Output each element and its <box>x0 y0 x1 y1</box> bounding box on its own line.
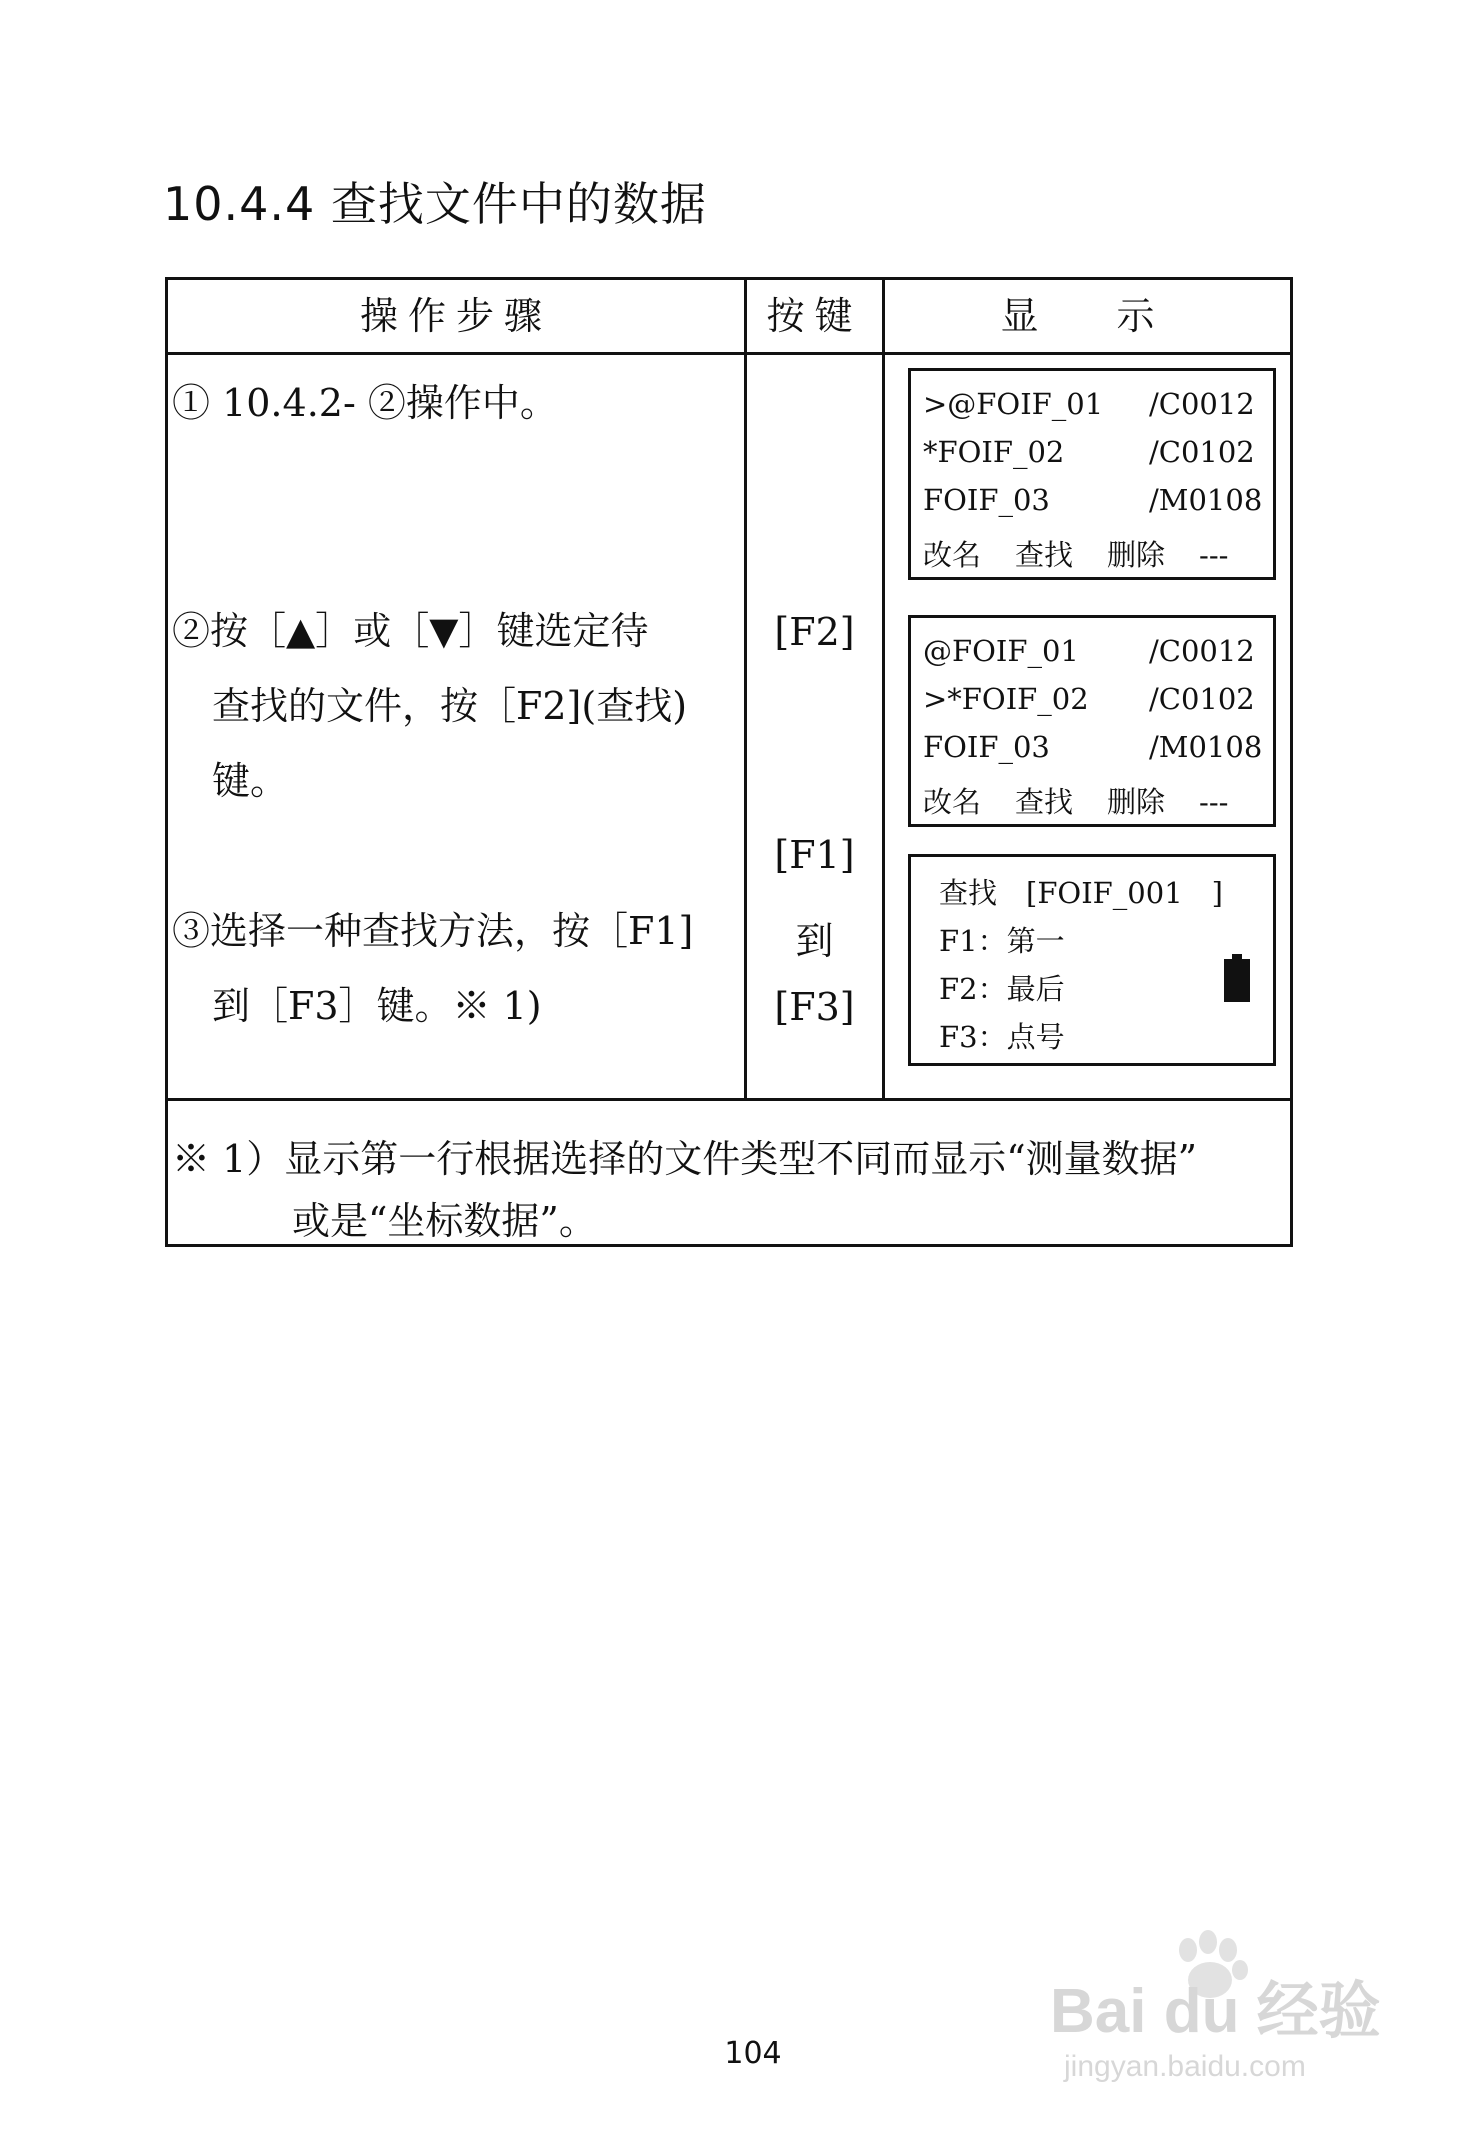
file-code: /C0012 <box>1149 634 1255 668</box>
softkey-find: 查找 <box>1015 785 1074 819</box>
file-code: /M0108 <box>1149 730 1263 764</box>
file-name: FOIF_03 <box>923 483 1050 517</box>
battery-icon <box>1224 954 1250 1002</box>
column-divider <box>744 280 747 1101</box>
step-3-key-to: 到 <box>795 919 834 963</box>
softkey-rename: 改名 <box>923 538 982 572</box>
softkey-blank: --- <box>1199 538 1229 572</box>
watermark-brand: Bai du 经验 <box>1050 1977 1381 2046</box>
softkey-menu <box>923 780 1228 821</box>
header-display: 显 示 <box>1000 294 1175 338</box>
file-name: @FOIF_01 <box>923 634 1079 668</box>
baidu-jingyan-watermark <box>1040 1920 1390 2090</box>
step-2-line-3: 键。 <box>212 759 289 803</box>
softkey-find: 查找 <box>1015 538 1074 572</box>
file-code: /C0012 <box>1149 387 1255 421</box>
section-heading: 10.4.4 查找文件中的数据 <box>163 177 707 231</box>
step-3-line-2: 到［F3］键。※ 1) <box>212 984 542 1028</box>
header-divider <box>168 352 1290 355</box>
step-3-key-f3: [F3] <box>774 985 855 1029</box>
find-title: 查找 [FOIF_001 ] <box>939 876 1223 910</box>
step-1-text: ① 10.4.2- ②操作中。 <box>172 381 558 425</box>
file-name: >*FOIF_02 <box>923 682 1089 716</box>
file-code: /M0108 <box>1149 483 1263 517</box>
step-2-key: [F2] <box>774 610 855 654</box>
display-screen-3 <box>908 854 1276 1066</box>
watermark-url: jingyan.baidu.com <box>1064 2050 1306 2083</box>
note-divider <box>168 1098 1290 1101</box>
note-line-1: ※ 1）显示第一行根据选择的文件类型不同而显示“测量数据” <box>172 1137 1198 1181</box>
column-divider <box>882 280 885 1101</box>
note-line-2: 或是“坐标数据”。 <box>292 1199 597 1243</box>
find-option-last: F2：最后 <box>939 972 1065 1006</box>
softkey-delete: 删除 <box>1107 538 1166 572</box>
find-option-point: F3：点号 <box>939 1020 1065 1054</box>
page-number: 104 <box>724 2036 782 2071</box>
display-screen-1 <box>908 368 1276 580</box>
file-code: /C0102 <box>1149 682 1255 716</box>
softkey-menu <box>923 533 1228 574</box>
header-keys: 按键 <box>766 294 863 338</box>
find-option-first: F1：第一 <box>939 924 1065 958</box>
step-3-key-f1: [F1] <box>774 833 855 877</box>
procedure-table <box>165 277 1293 1247</box>
display-screen-2 <box>908 615 1276 827</box>
file-code: /C0102 <box>1149 435 1255 469</box>
step-3-line-1: ③选择一种查找方法，按［F1] <box>172 909 694 953</box>
step-2-line-2: 查找的文件，按［F2](查找) <box>212 684 688 728</box>
file-name: *FOIF_02 <box>923 435 1065 469</box>
file-name: FOIF_03 <box>923 730 1050 764</box>
header-steps: 操作步骤 <box>359 294 552 338</box>
step-2-line-1: ②按［▲］或［▼］键选定待 <box>172 609 649 653</box>
file-name: >@FOIF_01 <box>923 387 1104 421</box>
softkey-blank: --- <box>1199 785 1229 819</box>
softkey-rename: 改名 <box>923 785 982 819</box>
softkey-delete: 删除 <box>1107 785 1166 819</box>
